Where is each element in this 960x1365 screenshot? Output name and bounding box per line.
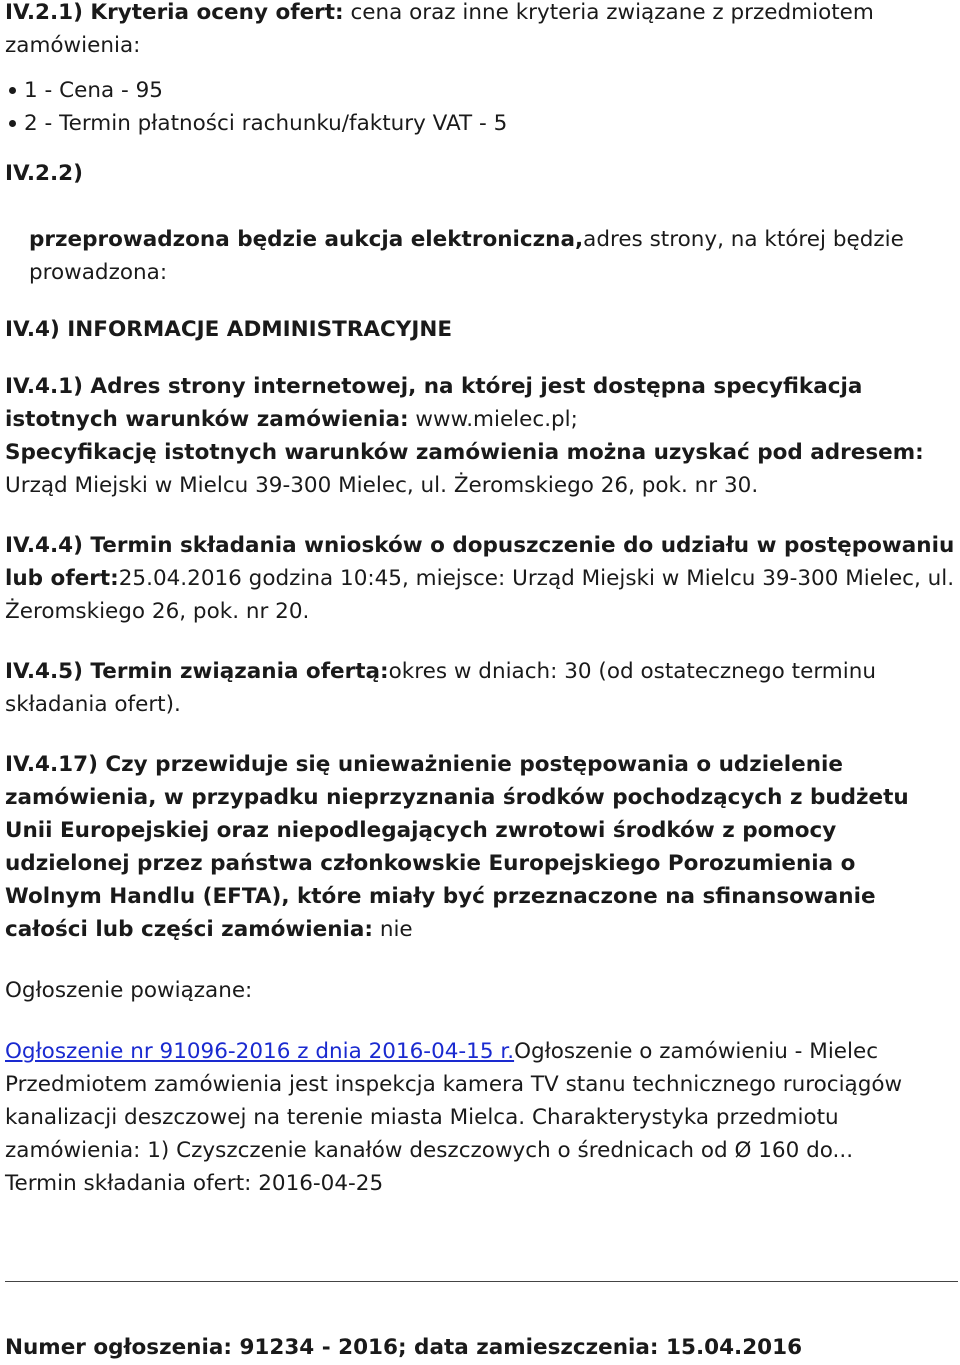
spec-address: Urząd Miejski w Mielcu 39-300 Mielec, ul. Żeromskiego 26, pok. nr 30. bbox=[5, 473, 759, 498]
related-notice-link[interactable]: Ogłoszenie nr 91096-2016 z dnia 2016-04-15 r. bbox=[5, 1039, 515, 1064]
section-iv22-heading-text: IV.2.2) bbox=[5, 161, 83, 186]
section-iv45-heading: IV.4.5) Termin związania ofertą: bbox=[5, 659, 389, 684]
related-notice-label: Ogłoszenie powiązane: bbox=[5, 978, 253, 1003]
section-iv417-answer: nie bbox=[372, 917, 413, 942]
section-iv44-heading: IV.4.4) Termin składania wniosków o dopuszczenie do udziału w postępowaniu lub ofert: bbox=[5, 533, 955, 591]
section-iv4-heading bbox=[5, 313, 957, 346]
bullet-icon bbox=[9, 87, 16, 94]
section-iv44-text: 25.04.2016 godzina 10:45, miejsce: Urząd Miejski w Mielcu 39-300 Mielec, ul. Żeromskiego 26, pok. nr 20. bbox=[5, 566, 955, 624]
section-iv21-text: cena oraz inne kryteria związane z przedmiotem zamówienia: bbox=[5, 0, 874, 58]
criterion-text: 1 - Cena - 95 bbox=[24, 78, 163, 103]
bullet-icon bbox=[9, 120, 16, 127]
section-iv417-heading: IV.4.17) Czy przewiduje się unieważnienie postępowania o udzielenie zamówienia, w przypadku nieprzyznania środków pochodzących z budżetu Unii Europejskiej oraz niepodlegających zwrotowi środków z pomocy udzielonej przez państwa członkowskie Europejskiego Porozumienia o Wolnym Handlu (EFTA), które miały być przeznaczone na sfinansowanie całości lub części zamówienia: bbox=[5, 752, 909, 942]
criterion-text: 2 - Termin płatności rachunku/faktury VAT - 5 bbox=[24, 111, 508, 136]
list-item bbox=[24, 107, 957, 140]
related-notice bbox=[5, 1035, 957, 1200]
section-iv41-heading: IV.4.1) Adres strony internetowej, na której jest dostępna specyfikacja istotnych warunków zamówienia: bbox=[5, 374, 863, 432]
auction-bold: przeprowadzona będzie aukcja elektroniczna, bbox=[29, 227, 584, 252]
list-item bbox=[24, 74, 957, 107]
spec-address-label: Specyfikację istotnych warunków zamówienia można uzyskać pod adresem: bbox=[5, 440, 924, 465]
section-iv41 bbox=[5, 370, 957, 502]
section-iv22-heading bbox=[5, 157, 957, 190]
related-notice-summary: Ogłoszenie o zamówieniu - Mielec Przedmiotem zamówienia jest inspekcja kamera TV stanu technicznego rurociągów kanalizacji deszczowej na terenie miasta Mielca. Charakterystyka przedmiotu zamówienia: 1) Czyszczenie kanałów deszczowych o średnicach od Ø 160 do... bbox=[5, 1039, 903, 1163]
section-iv45 bbox=[5, 655, 957, 721]
auction-info bbox=[5, 223, 957, 289]
spec-url: www.mielec.pl; bbox=[408, 407, 578, 432]
section-iv21 bbox=[5, 0, 957, 62]
notice-document bbox=[5, 0, 957, 1200]
section-iv4-heading-text: IV.4) INFORMACJE ADMINISTRACYJNE bbox=[5, 317, 453, 342]
section-iv417 bbox=[5, 748, 957, 946]
related-notice-deadline: Termin składania ofert: 2016-04-25 bbox=[5, 1171, 384, 1196]
section-iv21-heading: IV.2.1) Kryteria oceny ofert: bbox=[5, 0, 344, 25]
criteria-list bbox=[5, 74, 957, 140]
notice-footer: Numer ogłoszenia: 91234 - 2016; data zamieszczenia: 15.04.2016 bbox=[5, 1335, 803, 1360]
section-iv45-text: okres w dniach: 30 (od ostatecznego terminu składania ofert). bbox=[5, 659, 876, 717]
auction-text: adres strony, na której będzie prowadzona: bbox=[29, 227, 904, 285]
divider bbox=[5, 1281, 958, 1282]
section-iv44 bbox=[5, 529, 957, 628]
